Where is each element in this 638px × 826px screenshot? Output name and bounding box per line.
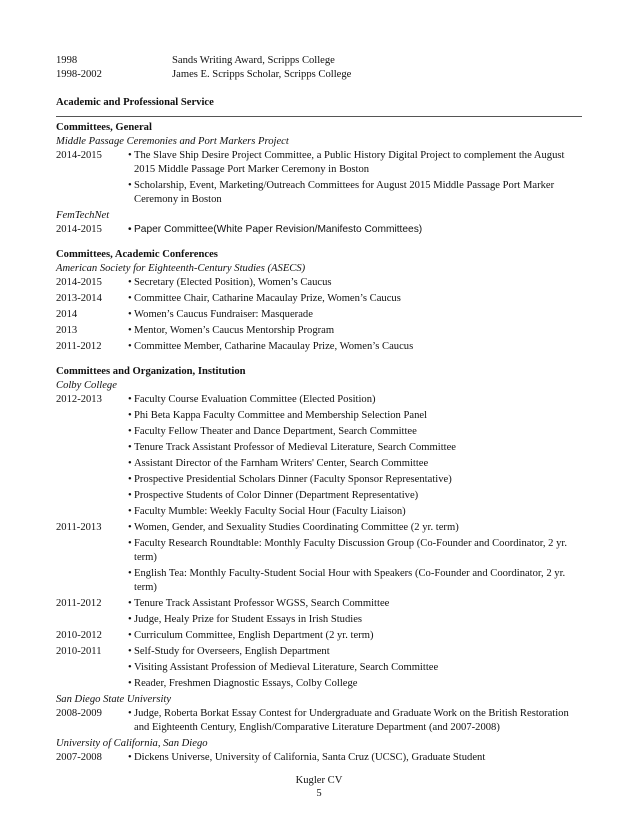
entry-row (56, 629, 576, 645)
entry-item: • Self-Study for Overseers, English Department (128, 645, 576, 659)
entry-row (56, 393, 576, 521)
entry-row (56, 292, 576, 308)
entry-year: 2010-2012 (56, 630, 102, 641)
section-divider (56, 116, 582, 117)
entry-year: 2012-2013 (56, 394, 102, 405)
awards-list (56, 54, 576, 82)
entry-item: • Committee Member, Catharine Macaulay Prize, Women’s Caucus (128, 340, 576, 354)
page-number: 5 (316, 788, 322, 799)
entry-item: • Mentor, Women’s Caucus Mentorship Program (128, 324, 576, 338)
entry-row (56, 521, 576, 597)
entry-year: 2008-2009 (56, 708, 102, 719)
entry-year: 2007-2008 (56, 752, 102, 763)
entry-item: • Women’s Caucus Fundraiser: Masquerade (128, 308, 576, 322)
entry-year: 2011-2013 (56, 522, 102, 533)
entry-year: 2014-2015 (56, 277, 102, 288)
entry-item: • Scholarship, Event, Marketing/Outreach Committees for August 2015 Middle Passage Port Marker Ceremony in Boston (128, 179, 576, 207)
entry-row (56, 751, 576, 767)
entry-item: • Faculty Course Evaluation Committee (Elected Position) (128, 393, 576, 407)
org-name: American Society for Eighteenth-Century Studies (ASECS) (56, 263, 306, 274)
entry-year: 2013-2014 (56, 293, 102, 304)
org-name: Colby College (56, 380, 117, 391)
entry-row (56, 324, 576, 340)
entry-year: 2014-2015 (56, 150, 102, 161)
org-name: University of California, San Diego (56, 738, 208, 749)
group-title: Committees, General (56, 122, 152, 133)
entry-item: • Judge, Healy Prize for Student Essays in Irish Studies (128, 613, 576, 627)
entry-year: 2010-2011 (56, 646, 102, 657)
page-footer (0, 774, 638, 800)
award-row (56, 54, 576, 68)
entry-item: • Reader, Freshmen Diagnostic Essays, Colby College (128, 677, 576, 691)
cv-page (56, 54, 576, 767)
award-text: Sands Writing Award, Scripps College (172, 55, 335, 66)
entry-item: • Faculty Mumble: Weekly Faculty Social Hour (Faculty Liaison) (128, 505, 576, 519)
org-name: FemTechNet (56, 210, 110, 221)
entry-item: • Women, Gender, and Sexuality Studies Coordinating Committee (2 yr. term) (128, 521, 576, 535)
entry-year: 2014-2015 (56, 224, 102, 235)
entry-item: • Prospective Students of Color Dinner (Department Representative) (128, 489, 576, 503)
entry-item: • Assistant Director of the Farnham Writers' Center, Search Committee (128, 457, 576, 471)
entry-item: • Curriculum Committee, English Department (2 yr. term) (128, 629, 576, 643)
entry-item: • Dickens Universe, University of California, Santa Cruz (UCSC), Graduate Student (128, 751, 576, 765)
org-name: San Diego State University (56, 694, 172, 705)
entry-item: • Committee Chair, Catharine Macaulay Prize, Women’s Caucus (128, 292, 576, 306)
entry-row (56, 149, 576, 209)
entry-item: • Faculty Fellow Theater and Dance Department, Search Committee (128, 425, 576, 439)
entry-item: • Visiting Assistant Profession of Medieval Literature, Search Committee (128, 661, 576, 675)
group-title: Committees, Academic Conferences (56, 249, 218, 260)
entry-item: • Tenure Track Assistant Professor of Medieval Literature, Search Committee (128, 441, 576, 455)
group-title: Committees and Organization, Institution (56, 366, 246, 377)
entry-year: 2014 (56, 309, 78, 320)
entry-row (56, 645, 576, 693)
entry-row (56, 276, 576, 292)
entry-row (56, 597, 576, 629)
entry-row (56, 308, 576, 324)
award-row (56, 68, 576, 82)
entry-row (56, 340, 576, 356)
award-text: James E. Scripps Scholar, Scripps College (172, 69, 352, 80)
entry-item: • English Tea: Monthly Faculty-Student Social Hour with Speakers (Co-Founder and Coordinator, 2 yr. term) (128, 567, 576, 595)
footer-name: Kugler CV (295, 775, 343, 786)
entry-year: 2011-2012 (56, 598, 102, 609)
section-title: Academic and Professional Service (56, 97, 214, 108)
entry-item: • The Slave Ship Desire Project Committee, a Public History Digital Project to complement the August 2015 Middle Passage Port Marker Ceremony in Boston (128, 149, 576, 177)
award-year: 1998 (56, 55, 78, 66)
entry-item: • Prospective Presidential Scholars Dinner (Faculty Sponsor Representative) (128, 473, 576, 487)
entry-row (56, 707, 576, 737)
award-year: 1998-2002 (56, 69, 102, 80)
entry-item: • Judge, Roberta Borkat Essay Contest for Undergraduate and Graduate Work on the British Restoration and Eighteenth Century, English/Comparative Literature Department (and 2007-2008) (128, 707, 576, 735)
entry-year: 2013 (56, 325, 78, 336)
entry-year: 2011-2012 (56, 341, 102, 352)
org-name: Middle Passage Ceremonies and Port Markers Project (56, 136, 289, 147)
entry-item: • Secretary (Elected Position), Women’s Caucus (128, 276, 576, 290)
entry-item: • Paper Committee(White Paper Revision/Manifesto Committees) (128, 223, 576, 237)
entry-item: • Tenure Track Assistant Professor WGSS, Search Committee (128, 597, 576, 611)
entry-item: • Phi Beta Kappa Faculty Committee and Membership Selection Panel (128, 409, 576, 423)
entry-item: • Faculty Research Roundtable: Monthly Faculty Discussion Group (Co-Founder and Coordinator, 2 yr. term) (128, 537, 576, 565)
entry-row (56, 223, 576, 239)
